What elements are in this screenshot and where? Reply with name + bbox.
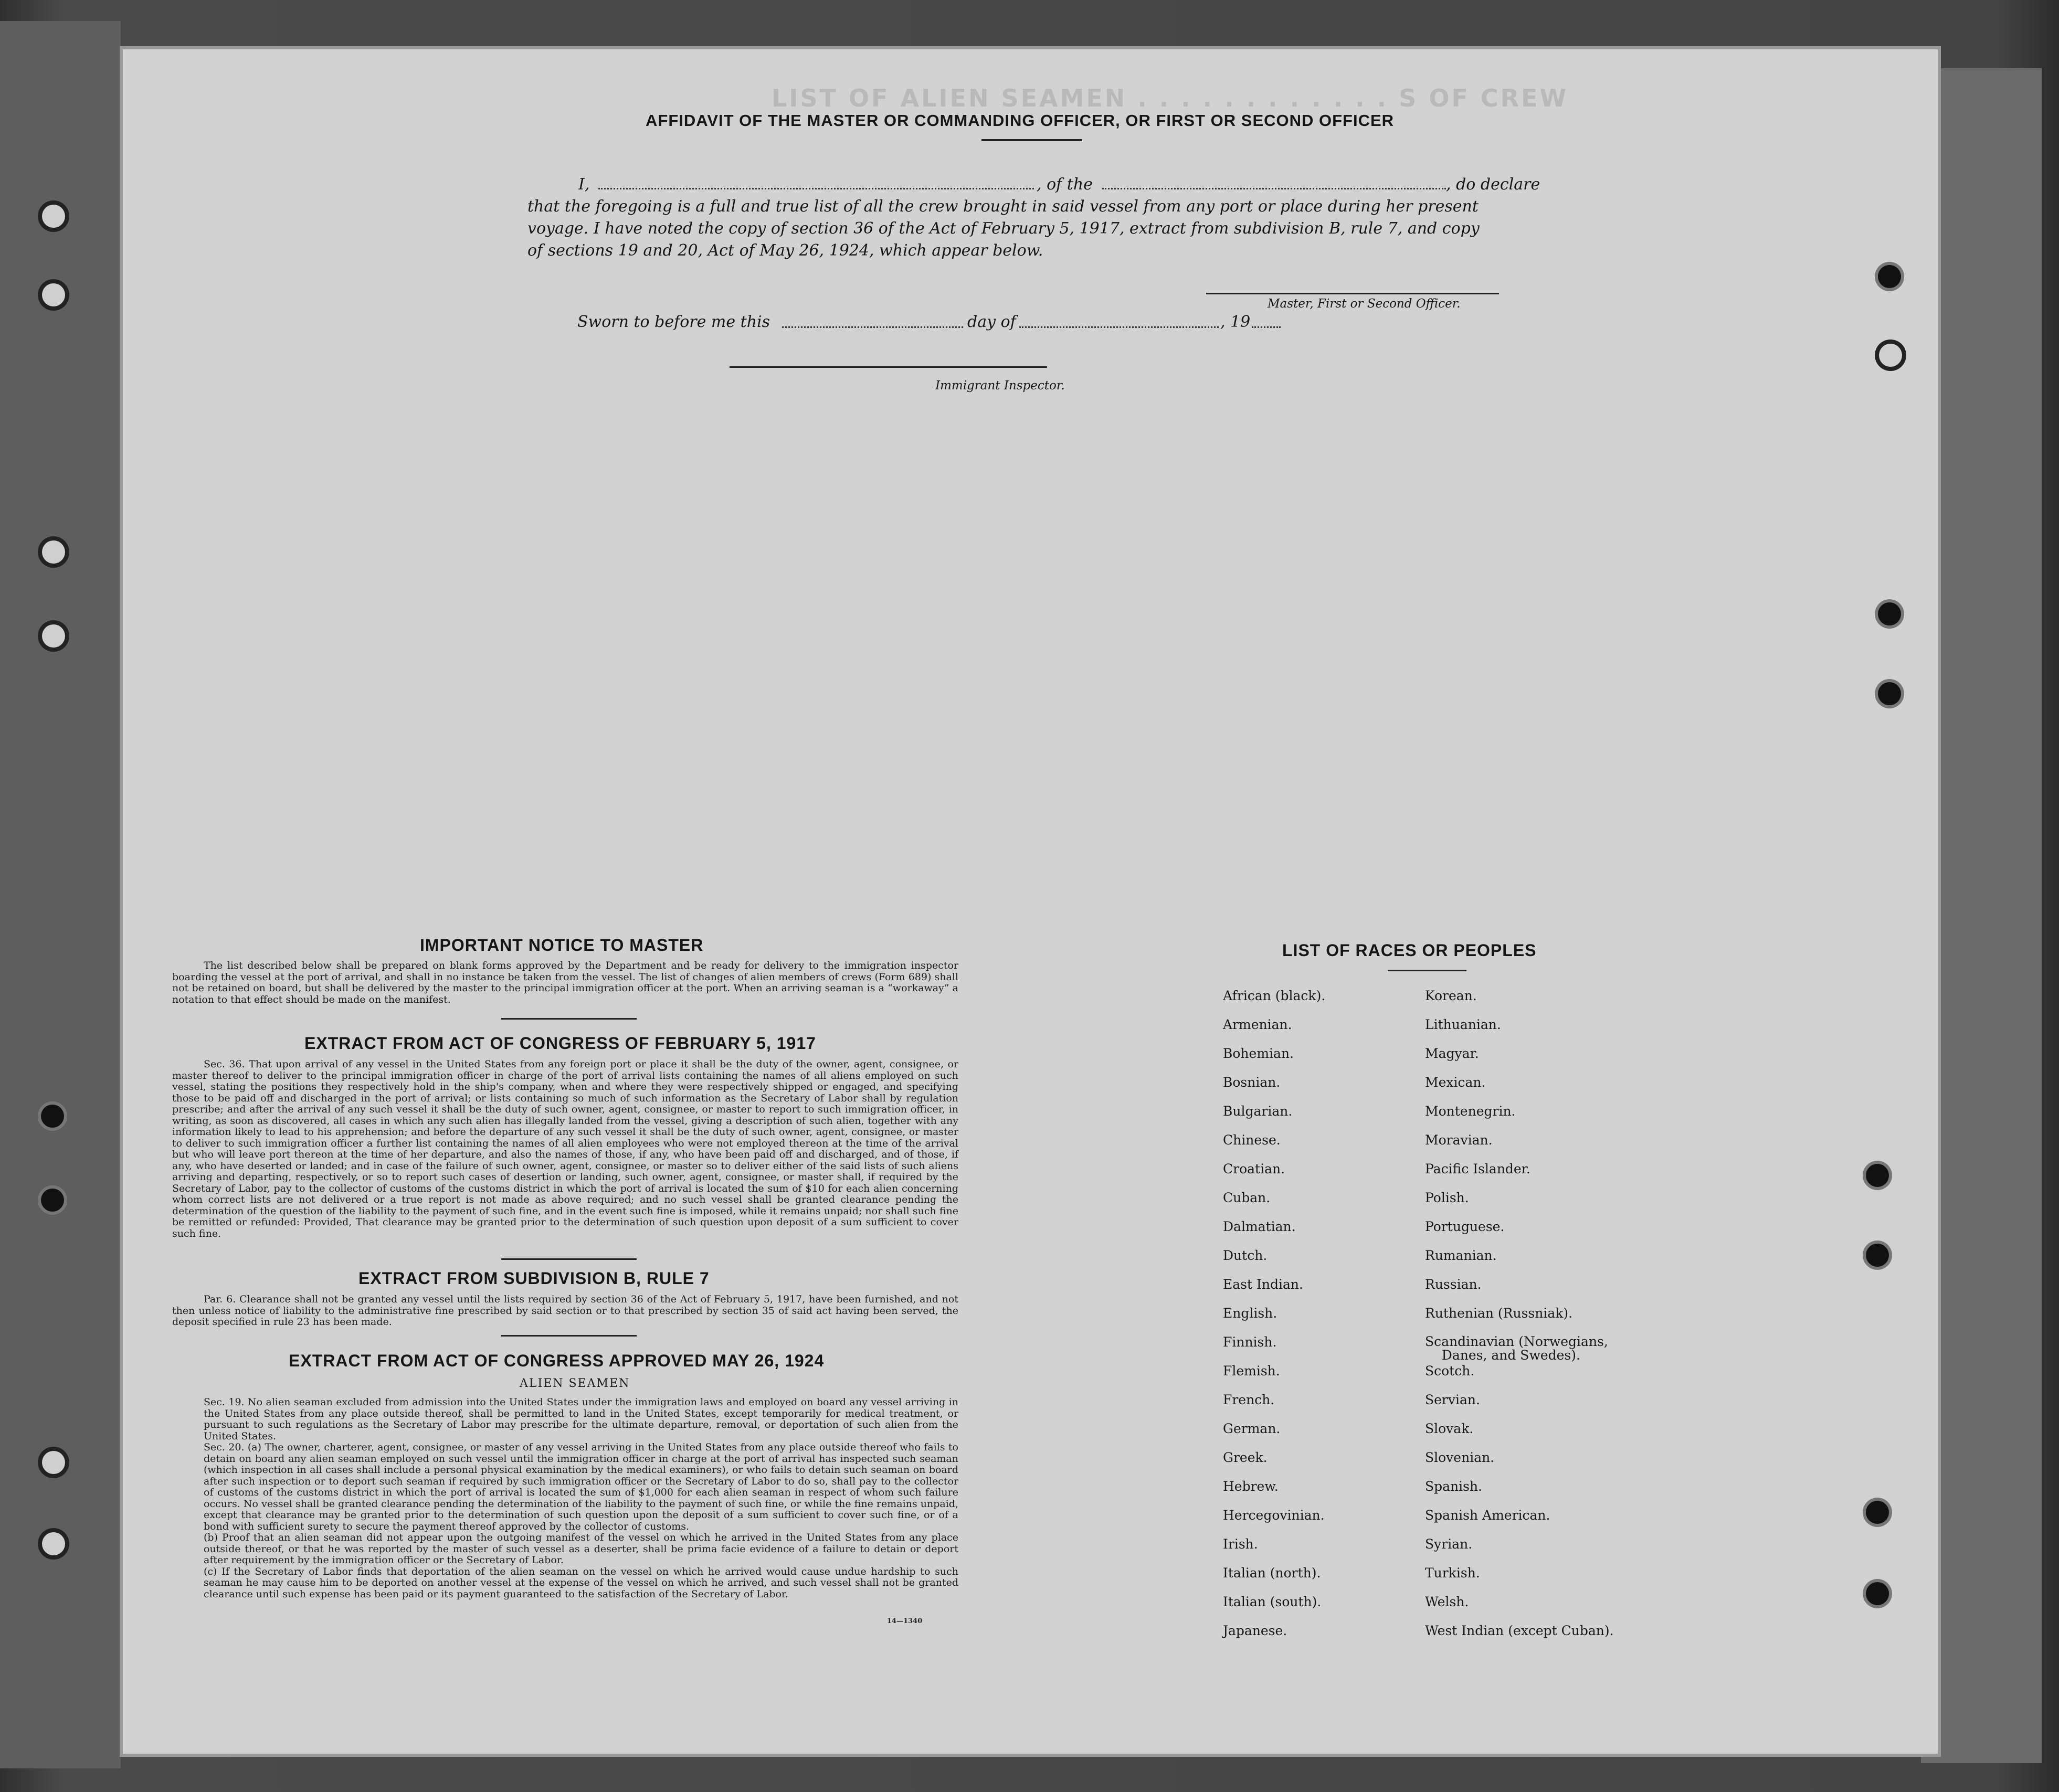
sworn-start: Sworn to before me this bbox=[577, 313, 770, 331]
affidavit-line1-start: I, bbox=[578, 175, 590, 194]
binder-hole bbox=[41, 1189, 64, 1212]
binder-hole bbox=[1866, 1164, 1889, 1187]
races-left-column bbox=[1223, 981, 1325, 1645]
binder-hole bbox=[42, 283, 65, 306]
binder-hole bbox=[42, 624, 65, 648]
section-rule bbox=[501, 1258, 637, 1260]
race-entry: Croatian. bbox=[1223, 1161, 1285, 1176]
affidavit-line4: of sections 19 and 20, Act of May 26, 1924, which appear below. bbox=[527, 241, 1043, 260]
master-signature-line[interactable] bbox=[1206, 293, 1499, 294]
race-entry: Portuguese. bbox=[1425, 1219, 1505, 1234]
race-entry: Bosnian. bbox=[1223, 1075, 1281, 1090]
binder-hole bbox=[42, 540, 65, 564]
race-entry: Montenegrin. bbox=[1425, 1104, 1516, 1119]
race-entry: Spanish. bbox=[1425, 1479, 1483, 1494]
race-entry: West Indian (except Cuban). bbox=[1425, 1623, 1614, 1638]
binder-hole bbox=[1866, 1582, 1889, 1605]
extract-1917-heading: EXTRACT FROM ACT OF CONGRESS OF FEBRUARY 5, 1917 bbox=[304, 1034, 816, 1053]
subdivision-b-text bbox=[172, 1294, 958, 1328]
extract-1924-text bbox=[172, 1397, 958, 1600]
sworn-year: , 19 bbox=[1220, 313, 1251, 331]
race-entry: Magyar. bbox=[1425, 1046, 1479, 1061]
race-entry: Welsh. bbox=[1425, 1594, 1469, 1609]
race-entry: Russian. bbox=[1425, 1277, 1482, 1292]
race-entry: Chinese. bbox=[1223, 1132, 1281, 1148]
sworn-month-blank[interactable] bbox=[1019, 326, 1219, 328]
race-entry: Rumanian. bbox=[1425, 1248, 1497, 1263]
sec-20c-paragraph: (c) If the Secretary of Labor finds that deportation of the alien seaman on the vessel on which he arrived would cause undue hardship to such seaman he may cause him to be deported on another vessel at the expense of the vessel on which he arrived, and such vessel shall not be granted clearance until such expense has been paid or its payment guaranteed to the satisfaction of the Secretary of Labor. bbox=[204, 1565, 958, 1600]
race-entry: Ruthenian (Russniak). bbox=[1425, 1306, 1573, 1321]
alien-seamen-subheading: ALIEN SEAMEN bbox=[520, 1377, 630, 1390]
binder-hole bbox=[41, 1105, 64, 1128]
race-entry: Servian. bbox=[1425, 1392, 1480, 1407]
race-entry: German. bbox=[1223, 1421, 1281, 1436]
binder-hole bbox=[42, 205, 65, 228]
race-entry: Irish. bbox=[1223, 1536, 1258, 1552]
race-entry: East Indian. bbox=[1223, 1277, 1303, 1292]
race-entry: English. bbox=[1223, 1306, 1277, 1321]
race-entry: Polish. bbox=[1425, 1190, 1469, 1205]
race-entry: Cuban. bbox=[1223, 1190, 1271, 1205]
inspector-signature-line[interactable] bbox=[730, 366, 1047, 368]
binder-hole bbox=[1878, 265, 1901, 288]
sworn-date-blank[interactable] bbox=[782, 326, 963, 328]
race-entry: Dutch. bbox=[1223, 1248, 1268, 1263]
race-entry: Hercegovinian. bbox=[1223, 1508, 1325, 1523]
race-entry: Italian (south). bbox=[1223, 1594, 1322, 1609]
master-signature-label: Master, First or Second Officer. bbox=[1268, 297, 1461, 311]
race-entry: Slovak. bbox=[1425, 1421, 1474, 1436]
binder-hole bbox=[1879, 344, 1902, 367]
sworn-day-of: day of bbox=[967, 313, 1016, 331]
race-entry: Slovenian. bbox=[1425, 1450, 1495, 1465]
affidavit-line1-of-the: , of the bbox=[1037, 175, 1093, 194]
notice-paragraph: The list described below shall be prepared on blank forms approved by the Department and be ready for delivery to the immigration inspector boarding the vessel at the port of arrival, and shall in no instance be taken from the vessel. The list of changes of alien members of crews (Form 689) shall not be retained on board, but shall be delivered by the master to the principal immigration officer at the port. When an arriving seaman is a “workaway” a notation to that effect should be made on the manifest. bbox=[172, 960, 958, 1005]
binder-hole bbox=[42, 1451, 65, 1474]
inspector-label: Immigrant Inspector. bbox=[935, 379, 1065, 393]
section-rule bbox=[501, 1018, 637, 1020]
affidavit-line3: voyage. I have noted the copy of section 36 of the Act of February 5, 1917, extract from subdivision B, rule 7, and copy bbox=[527, 219, 1480, 238]
heading-rule bbox=[981, 139, 1082, 141]
race-entry: Flemish. bbox=[1223, 1363, 1280, 1379]
name-blank[interactable] bbox=[598, 188, 1034, 189]
race-entry: Bulgarian. bbox=[1223, 1104, 1293, 1119]
race-entry: Italian (north). bbox=[1223, 1565, 1321, 1581]
sworn-year-blank[interactable] bbox=[1252, 326, 1281, 328]
binder-strip bbox=[0, 21, 121, 1768]
races-heading-rule bbox=[1388, 970, 1466, 971]
race-entry: Finnish. bbox=[1223, 1334, 1277, 1350]
race-entry: Bohemian. bbox=[1223, 1046, 1294, 1061]
race-entry: Armenian. bbox=[1223, 1017, 1292, 1032]
sec-20a-paragraph: Sec. 20. (a) The owner, charterer, agent, consignee, or master of any vessel arriving in the United States from any place outside thereof who fails to detain on board any alien seaman employed on such vessel until the immigration officer in charge at the port of arrival has inspected such seaman (which inspection in all cases shall include a personal physical examination by the medical examiners), or who fails to detain such seaman on board after such inspection or to deport such seaman if required by such immigration officer or the Secretary of Labor to do so, shall pay to the collector of customs of the customs district in which the port of arrival is located the sum of $1,000 for each alien seaman in respect of whom such failure occurs. No vessel shall be granted clearance pending the determination of the liability to the payment of such fine, or while the fine remains unpaid, except that clearance may be granted prior to the determination of such question upon the deposit of a sum sufficient to cover such fine, or of a bond with sufficient surety to secure the payment thereof approved by the collector of customs. bbox=[204, 1441, 958, 1532]
races-right-column bbox=[1425, 981, 1614, 1645]
subdivision-b-heading: EXTRACT FROM SUBDIVISION B, RULE 7 bbox=[358, 1269, 710, 1288]
extract-1924-heading: EXTRACT FROM ACT OF CONGRESS APPROVED MAY 26, 1924 bbox=[289, 1351, 825, 1370]
race-entry: Lithuanian. bbox=[1425, 1017, 1501, 1032]
race-entry: Moravian. bbox=[1425, 1132, 1493, 1148]
notice-heading: IMPORTANT NOTICE TO MASTER bbox=[420, 936, 704, 955]
race-entry: Turkish. bbox=[1425, 1565, 1480, 1581]
race-entry: Scandinavian (Norwegians, Danes, and Swedes). bbox=[1425, 1334, 1608, 1363]
sec-20b-paragraph: (b) Proof that an alien seaman did not appear upon the outgoing manifest of the vessel on which he arrived in the United States from any place outside thereof, or that he was reported by the master of such vessel as a deserter, shall be prima facie evidence of a failure to detain or deport after requirement by the immigration officer or the Secretary of Labor. bbox=[204, 1532, 958, 1566]
bleed-through-text: LIST OF ALIEN SEAMEN . . . . . . . . . . . . S OF CREW bbox=[772, 84, 1569, 112]
affidavit-line1-end: , do declare bbox=[1446, 175, 1540, 194]
race-entry: Korean. bbox=[1425, 988, 1477, 1003]
race-entry: Pacific Islander. bbox=[1425, 1161, 1530, 1176]
race-entry: French. bbox=[1223, 1392, 1275, 1407]
extract-1917-text bbox=[172, 1059, 958, 1239]
binder-hole bbox=[1878, 682, 1901, 705]
vessel-blank[interactable] bbox=[1102, 188, 1446, 189]
section-36-paragraph: Sec. 36. That upon arrival of any vessel in the United States from any foreign port or place it shall be the duty of the owner, agent, consignee, or master thereof to deliver to the principal immigration officer in charge of the port of arrival lists containing the names of all aliens employed on such vessel, stating the positions they respectively hold in the ship's company, when and where they were respectively shipped or engaged, and specifying those to be paid off and discharged in the port of arrival; or lists containing so much of such information as the Secretary of Labor shall by regulation prescribe; and after the arrival of any such vessel it shall be the duty of such owner, agent, consignee, or master to report to such immigration officer, in writing, as soon as discovered, all cases in which any such alien has illegally landed from the vessel, giving a description of such alien, together with any information likely to lead to his apprehension; and before the departure of any such vessel it shall be the duty of such owner, agent, consignee, or master to deliver to such immigration officer a further list containing the names of all alien employees who were not employed thereon at the time of the arrival but who will leave port thereon at the time of her departure, and also the names of those, if any, who have been paid off and discharged, and of those, if any, who have deserted or landed; and in case of the failure of such owner, agent, consignee, or master so to deliver either of the said lists of such aliens arriving and departing, respectively, or so to report such cases of desertion or landing, such owner, agent, consignee, or master shall, if required by the Secretary of Labor, pay to the collector of customs of the customs district in which the port of arrival is located the sum of $10 for each alien concerning whom correct lists are not delivered or a true report is not made as above required; and no such vessel shall be granted clearance pending the determination of the question of the liability to the payment of such fine, and in the event such fine is imposed, while it remains unpaid; nor shall such fine be remitted or refunded: Provided, That clearance may be granted prior to the determination of such question upon deposit of a sum sufficient to cover such fine. bbox=[172, 1058, 958, 1239]
binder-hole bbox=[1866, 1244, 1889, 1267]
race-entry: Dalmatian. bbox=[1223, 1219, 1296, 1234]
race-entry: African (black). bbox=[1223, 988, 1326, 1003]
sec-19-paragraph: Sec. 19. No alien seaman excluded from admission into the United States under the immigration laws and employed on board any vessel arriving in the United States from any place outside thereof, shall be permitted to land in the United States, except temporarily for medical treatment, or pursuant to such regulations as the Secretary of Labor may prescribe for the ultimate departure, removal, or deportation of such alien from the United States. bbox=[204, 1396, 958, 1442]
races-heading: LIST OF RACES OR PEOPLES bbox=[1282, 941, 1537, 960]
race-entry: Greek. bbox=[1223, 1450, 1268, 1465]
binder-hole bbox=[1866, 1501, 1889, 1524]
race-entry: Mexican. bbox=[1425, 1075, 1486, 1090]
form-number: 14—1340 bbox=[887, 1617, 923, 1625]
race-entry: Scotch. bbox=[1425, 1363, 1475, 1379]
affidavit-heading: AFFIDAVIT OF THE MASTER OR COMMANDING OFFICER, OR FIRST OR SECOND OFFICER bbox=[646, 111, 1395, 130]
par-6-paragraph: Par. 6. Clearance shall not be granted any vessel until the lists required by section 36 of the Act of February 5, 1917, have been furnished, and not then unless notice of liability to the administrative fine prescribed by said section or to that prescribed by section 35 of said act having been served, the deposit specified in rule 23 has been made. bbox=[172, 1293, 958, 1328]
race-entry: Spanish American. bbox=[1425, 1508, 1550, 1523]
notice-text bbox=[172, 960, 958, 1005]
section-rule bbox=[501, 1335, 637, 1337]
race-entry: Hebrew. bbox=[1223, 1479, 1279, 1494]
race-entry: Syrian. bbox=[1425, 1536, 1473, 1552]
race-entry: Japanese. bbox=[1223, 1623, 1287, 1638]
binder-hole bbox=[1878, 602, 1901, 625]
binder-hole bbox=[42, 1532, 65, 1555]
affidavit-line2: that the foregoing is a full and true list of all the crew brought in said vessel from any port or place during her present bbox=[527, 197, 1479, 216]
